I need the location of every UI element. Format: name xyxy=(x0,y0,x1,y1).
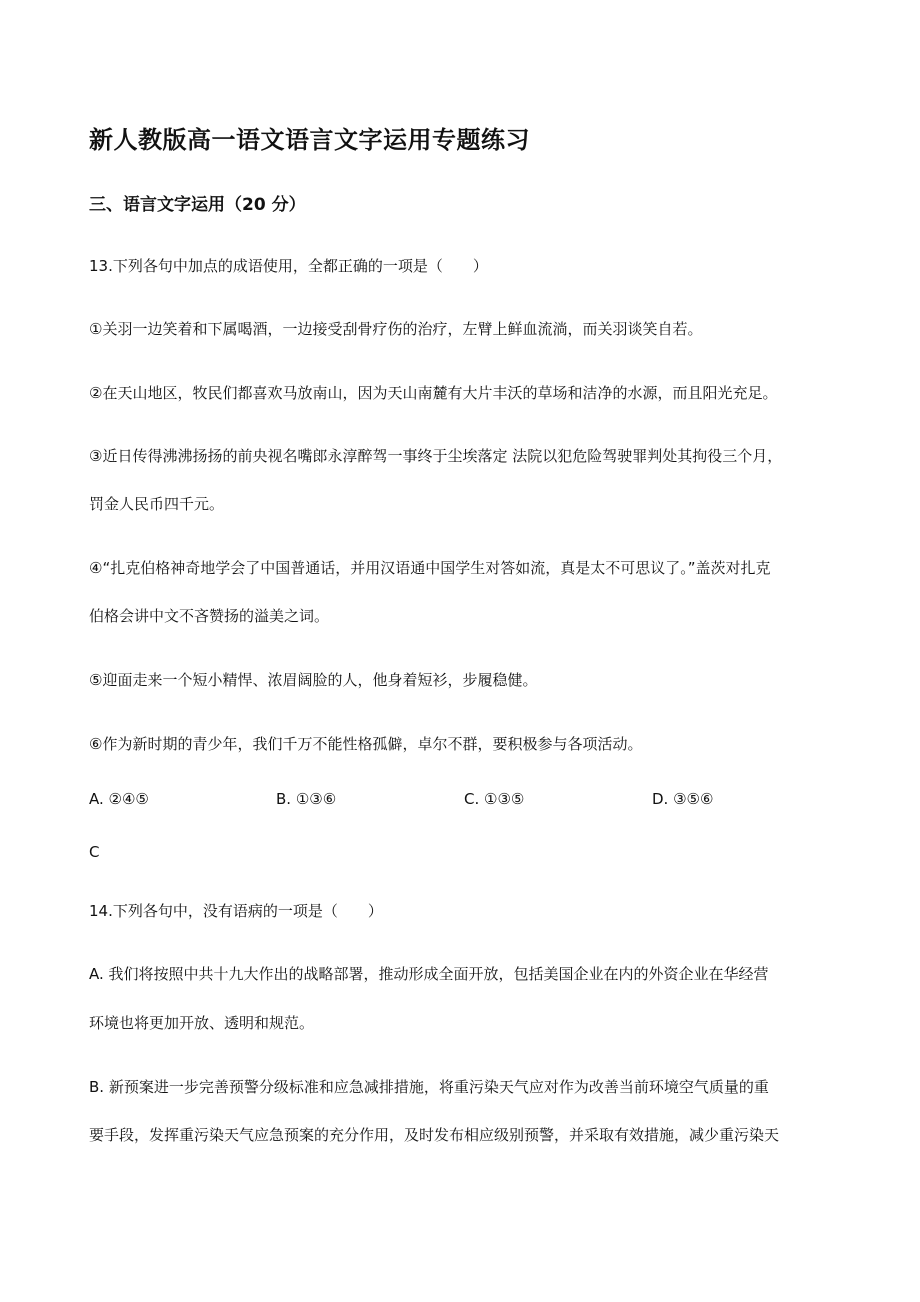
q13-sentence-3-line-1: ③近日传得沸沸扬扬的前央视名嘴郎永淳醉驾一事终于尘埃落定 法院以犯危险驾驶罪判处其拘役三个月， xyxy=(89,447,783,465)
q13-stem: 13.下列各句中加点的成语使用，全都正确的一项是（ ） xyxy=(89,257,488,275)
q13-answer: C xyxy=(89,843,100,861)
q13-sentence-2: ②在天山地区，牧民们都喜欢马放南山，因为天山南麓有大片丰沃的草场和洁净的水源，而且阳光充足。 xyxy=(89,384,778,402)
q13-option-c: C. ①③⑤ xyxy=(464,790,525,808)
q14-option-a-line-2: 环境也将更加开放、透明和规范。 xyxy=(89,1014,315,1032)
q13-sentence-5: ⑤迎面走来一个短小精悍、浓眉阔脸的人，他身着短衫，步履稳健。 xyxy=(89,671,538,689)
q13-sentence-3-line-2: 罚金人民币四千元。 xyxy=(89,495,225,513)
section-heading: 三、语言文字运用（20 分） xyxy=(89,195,306,215)
q14-option-a-line-1: A. 我们将按照中共十九大作出的战略部署，推动形成全面开放，包括美国企业在内的外资企业在华经营 xyxy=(89,965,769,983)
q13-option-d: D. ③⑤⑥ xyxy=(652,790,714,808)
q14-option-b-line-1: B. 新预案进一步完善预警分级标准和应急减排措施，将重污染天气应对作为改善当前环境空气质量的重 xyxy=(89,1078,769,1096)
q13-sentence-1: ①关羽一边笑着和下属喝酒，一边接受刮骨疗伤的治疗，左臂上鲜血流淌，而关羽谈笑自若。 xyxy=(89,320,703,338)
q14-stem: 14.下列各句中，没有语病的一项是（ ） xyxy=(89,902,383,920)
q13-sentence-4-line-2: 伯格会讲中文不吝赞扬的溢美之词。 xyxy=(89,607,330,625)
q13-sentence-6: ⑥作为新时期的青少年，我们千万不能性格孤僻，卓尔不群，要积极参与各项活动。 xyxy=(89,735,643,753)
q13-option-b: B. ①③⑥ xyxy=(276,790,337,808)
q13-option-a: A. ②④⑤ xyxy=(89,790,149,808)
document-title: 新人教版高一语文语言文字运用专题练习 xyxy=(89,126,530,154)
q14-option-b-line-2: 要手段，发挥重污染天气应急预案的充分作用，及时发布相应级别预警，并采取有效措施，减少重污染天 xyxy=(89,1126,780,1144)
q13-sentence-4-line-1: ④“扎克伯格神奇地学会了中国普通话，并用汉语通中国学生对答如流，真是太不可思议了。”盖茨对扎克 xyxy=(89,559,771,577)
